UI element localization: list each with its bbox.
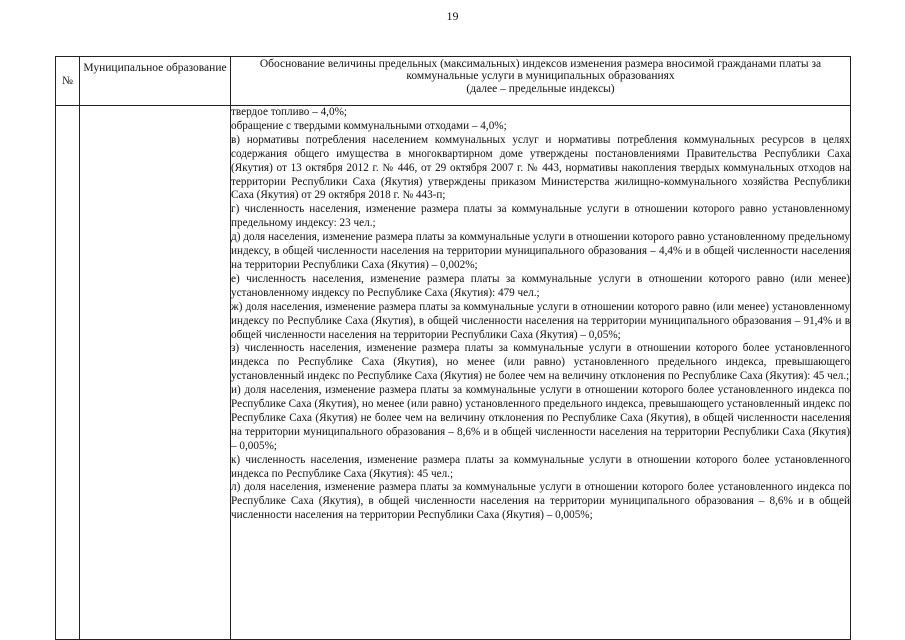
table-row [56, 106, 851, 640]
table-header-row [56, 57, 851, 106]
header-municipality: Муниципальное образование [80, 57, 231, 106]
justification-table [55, 56, 851, 640]
header-basis-subtitle: (далее – предельные индексы) [466, 82, 615, 95]
row-basis-cell [231, 106, 851, 640]
paragraph-e-population-less: е) численность населения, изменение размера платы за коммунальные услуги в отношении которого равно (или менее) установленному индексу по Республике Саха (Якутия): 479 чел.; [231, 272, 850, 299]
paragraph-d-share-equal: д) доля населения, изменение размера платы за коммунальные услуги в отношении которого равно установленному предельному индексу, в общей численности населения на территории муниципального образования – 4,4% и в общей численности населения на территории Республики Саха (Якутия) – 0,002%; [231, 231, 850, 271]
paragraph-k-population-more: к) численность населения, изменение размера платы за коммунальные услуги в отношении которого более установленного индекса по Республике Саха (Якутия): 45 чел.; [231, 453, 850, 480]
paragraph-g-population-equal: г) численность населения, изменение размера платы за коммунальные услуги в отношении которого равно установленному предельному индексу: 23 чел.; [231, 203, 850, 230]
row-number-cell [56, 106, 80, 640]
paragraph-l-share-more: л) доля населения, изменение размера платы за коммунальные услуги в отношении которого более установленного индекса по Республике Саха (Якутия), в общей численности населения на территории муниципального образования – 8,6% и в общей численности населения на территории Республики Саха (Якутия) – 0,005%; [231, 481, 850, 522]
paragraph-v-norms: в) нормативы потребления населением коммунальных услуг и нормативы потребления коммунальных ресурсов в целях содержания общего имущества в многоквартирном доме утверждены постановлениями Правительства Республики Саха (Якутия) от 13 октября 2012 г. № 446, от 29 октября 2007 г. № 443, нормативы накопления твердых коммунальных отходов на территории Республики Саха (Якутия) утверждены приказом Министерства жилищно-коммунального хозяйства Республики Саха (Якутия) от 29 октября 2018 г. № 443-п; [231, 133, 850, 202]
header-number: № [56, 57, 80, 106]
paragraph-zh-share-less: ж) доля населения, изменение размера платы за коммунальные услуги в отношении которого равно (или менее) установленному индексу по Республике Саха (Якутия), в общей численности населения на территории муниципального образования – 91,4% и в общей численности населения на территории Республики Саха (Якутия) – 0,05%; [231, 300, 850, 341]
paragraph-i-share-between: и) доля населения, изменение размера платы за коммунальные услуги в отношении которого более установленного индекса по Республике Саха (Якутия), но менее (или равно) установленного предельного индекса, превышающего установленный индекс по Республике Саха (Якутия) не более чем на величину отклонения по Республике Саха (Якутия), в общей численности населения на территории муниципального образования – 8,6% и в общей численности населения на территории Республики Саха (Якутия) – 0,005%; [231, 384, 850, 452]
row-municipality-cell [80, 106, 231, 640]
paragraph-waste-handling: обращение с твердыми коммунальными отходами – 4,0%; [231, 119, 507, 132]
paragraph-solid-fuel: твердое топливо – 4,0%; [231, 106, 347, 118]
header-basis-title: Обоснование величины предельных (максимальных) индексов изменения размера вносимой гражданами платы за коммунальные услуги в муниципальных образованиях [259, 58, 822, 83]
header-basis [231, 57, 851, 106]
paragraph-z-population-between: з) численность населения, изменение размера платы за коммунальные услуги в отношении которого более установленного индекса по Республике Саха (Якутия), но менее (или равно) установленного предельного индекса, превышающего установленный индекс по Республике Саха (Якутия) не более чем на величину отклонения по Республике Саха (Якутия): 45 чел.; [231, 342, 850, 383]
page-number: 19 [446, 9, 459, 23]
